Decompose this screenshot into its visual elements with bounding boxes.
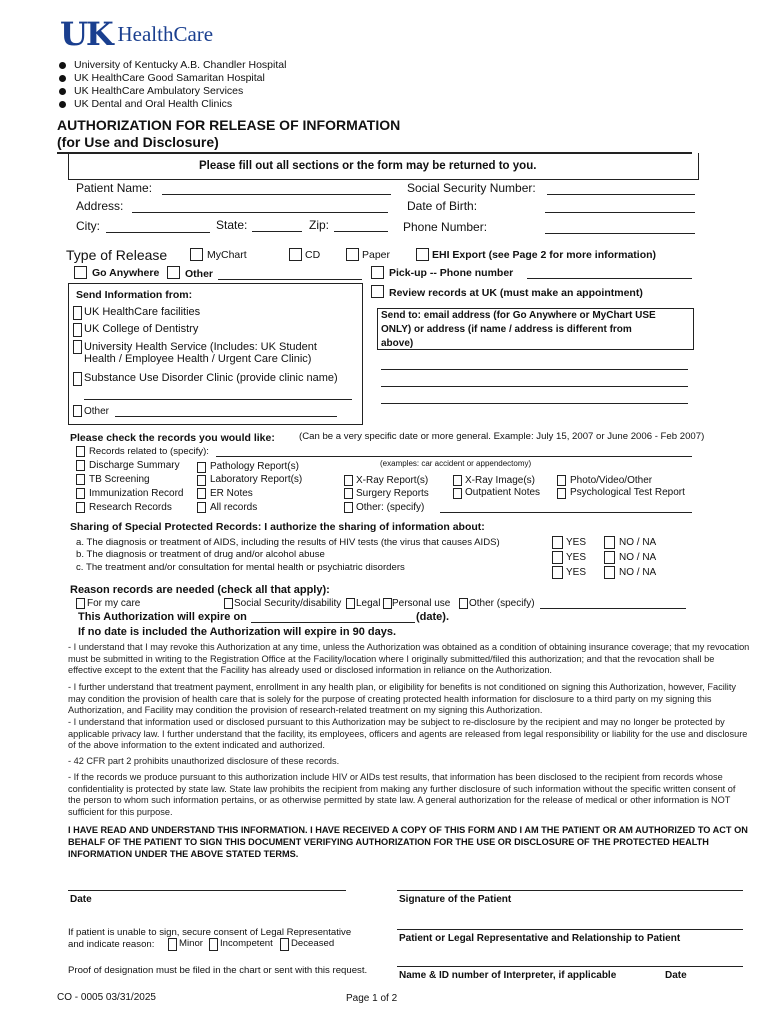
address-field[interactable] [132,212,388,213]
interpreter-label: Name & ID number of Interpreter, if applicable [399,970,617,981]
minor-checkbox[interactable] [168,938,177,951]
laboratory-label: Laboratory Report(s) [210,474,303,485]
state-label: State: [216,218,248,232]
patient-signature-line[interactable] [397,890,743,891]
sud-label: Substance Use Disorder Clinic (provide clinic name) [84,372,338,384]
patient-signature-label: Signature of the Patient [399,894,512,905]
phone-label: Phone Number: [403,220,488,234]
other-source-field[interactable] [115,416,337,417]
bullet-icon [59,62,66,69]
deceased-label: Deceased [291,938,335,949]
records-note: (Can be a very specific date or more general. Example: July 15, 2007 or June 2006 - Feb 2007) [299,431,705,442]
dentistry-checkbox[interactable] [73,323,82,337]
reason-title: Reason records are needed (check all that apply): [70,584,330,596]
dob-field[interactable] [545,212,695,213]
patient-name-label: Patient Name: [76,181,153,195]
sharing-c-no-label: NO / NA [619,567,657,578]
paragraph-revoke: - I understand that I may revoke this Authorization at any time, unless the Authorization was obtained as a condition of obtaining insurance coverage; that my revocation must be submitted in writing to the Registration Office at the Facility/location where I originally submitted/filed this authorization; and that the revocation shall be effective except to the extent that the Facility has already used or disclosed information in reliance on the Authorization. [68,642,750,676]
paragraph-treatment: - I further understand that treatment payment, enrollment in any health plan, or eligibility for benefits is not conditioned on signing this Authorization, however, Facility may condition the provision of health care that is solely for the purpose of creating protected health information for disclosure to a third party on my signing this Authorization, and Facility may condition the provision of research-related treatment on my signing this Authorization. [68,682,736,716]
page-number: Page 1 of 2 [346,993,398,1004]
go-anywhere-label: Go Anywhere [92,267,160,279]
sharing-b-yes-checkbox[interactable] [552,551,563,564]
sharing-b-yes-label: YES [566,552,587,563]
other-release-field[interactable] [218,279,362,280]
pickup-label: Pick-up -- Phone number [389,267,514,279]
deceased-checkbox[interactable] [280,938,289,951]
send-to-line1: Send to: email address (for Go Anywhere or MyChart USE [381,310,656,321]
for-care-checkbox[interactable] [76,598,85,609]
other-reason-field[interactable] [540,608,686,609]
discharge-checkbox[interactable] [76,460,85,471]
date-label: Date [70,894,92,905]
psych-label: Psychological Test Report [570,487,685,498]
social-security-label: Social Security/disability [234,598,342,609]
psych-checkbox[interactable] [557,488,566,499]
acknowledgement: I HAVE READ AND UNDERSTAND THIS INFORMATION. I HAVE RECEIVED A COPY OF THIS FORM AND I AM THE PATIENT OR AM AUTHORIZED TO ACT ON BEHALF OF THE PATIENT TO SIGN THIS DOCUMENT VERIFYING AUTHORIZATION FOR THE USE OR DISCLOSURE OF THE PROTECTED HEALTH INFORMATION UNDER THE ABOVE STATED TERMS. [68,825,748,859]
research-checkbox[interactable] [76,502,85,513]
zip-label: Zip: [309,218,330,232]
address-label: Address: [76,199,124,213]
rep-label: Patient or Legal Representative and Relationship to Patient [399,933,681,944]
go-anywhere-checkbox[interactable] [74,266,87,279]
other-records-checkbox[interactable] [344,502,353,513]
unable-note-1: If patient is unable to sign, secure consent of Legal Representative [68,927,352,938]
expire-suffix: (date). [416,611,449,623]
other-reason-label: Other (specify) [469,598,535,609]
sharing-a-no-label: NO / NA [619,537,657,548]
xray-image-checkbox[interactable] [453,475,462,486]
page-title: AUTHORIZATION FOR RELEASE OF INFORMATION [57,117,401,133]
ehi-checkbox[interactable] [416,248,429,261]
er-notes-label: ER Notes [210,488,253,499]
outpatient-checkbox[interactable] [453,488,462,499]
city-label: City: [76,219,100,233]
all-records-label: All records [210,502,258,513]
mychart-checkbox[interactable] [190,248,203,261]
paragraph-hiv: - If the records we produce pursuant to this authorization include HIV or AIDs test results, that information has been disclosed to the recipient from records whose confidentiality is protected by state law. State law prohibits the recipient from making any further disclosure of such information without the specific written consent of the person to whom such information pertains, or as otherwise permitted by state law. A general authorization for the release of medical or other information is NOT sufficient for this purpose. [68,772,736,817]
laboratory-checkbox[interactable] [197,475,206,486]
review-label: Review records at UK (must make an appointment) [389,287,643,299]
er-notes-checkbox[interactable] [197,488,206,499]
facility-item: UK HealthCare Good Samaritan Hospital [74,72,265,84]
patient-name-field[interactable] [162,194,391,195]
send-to-line3: above) [381,338,414,349]
send-to-field[interactable] [381,369,688,370]
records-related-checkbox[interactable] [76,446,85,457]
records-examples: (examples: car accident or appendectomy) [380,459,532,468]
personal-use-label: Personal use [392,598,451,609]
zip-field[interactable] [334,231,388,232]
incompetent-checkbox[interactable] [209,938,218,951]
bullet-icon [59,88,66,95]
other-records-label: Other: (specify) [356,502,425,513]
paragraph-cfr: - 42 CFR part 2 prohibits unauthorized disclosure of these records. [68,756,340,766]
ssn-label: Social Security Number: [407,181,536,195]
legal-label: Legal [356,598,381,609]
xray-image-label: X-Ray Image(s) [465,475,536,486]
social-security-checkbox[interactable] [224,598,233,609]
instruction-text: Please fill out all sections or the form may be returned to you. [199,160,537,172]
unable-note-2: and indicate reason: [68,939,155,950]
expire-date-field[interactable] [251,622,415,623]
xray-report-checkbox[interactable] [344,475,353,486]
other-release-label: Other [185,268,214,280]
proof-note: Proof of designation must be filed in the chart or sent with this request. [68,965,368,976]
photo-checkbox[interactable] [557,475,566,486]
sharing-b-no-checkbox[interactable] [604,551,615,564]
sharing-item-a: a. The diagnosis or treatment of AIDS, including the results of HIV tests (the virus that causes AIDS) [76,537,500,548]
city-field[interactable] [106,232,210,233]
send-to-line2: ONLY) or address (if name / address is different from [381,324,632,335]
outpatient-label: Outpatient Notes [465,487,541,498]
pickup-checkbox[interactable] [371,266,384,279]
expire-note: If no date is included the Authorization will expire in 90 days. [78,626,397,638]
uk-healthcare-checkbox[interactable] [73,306,82,320]
sharing-a-no-checkbox[interactable] [604,536,615,549]
form-code: CO - 0005 03/31/2025 [57,992,156,1003]
send-to-field[interactable] [381,403,688,404]
immunization-label: Immunization Record [89,488,184,499]
research-label: Research Records [89,502,172,513]
records-related-label: Records related to (specify): [89,446,209,457]
uhs-checkbox[interactable] [73,340,82,354]
tb-label: TB Screening [89,474,150,485]
other-source-checkbox[interactable] [73,405,82,417]
interpreter-line[interactable] [397,966,743,967]
ssn-field[interactable] [547,194,695,195]
other-reason-checkbox[interactable] [459,598,468,609]
sharing-item-c: c. The treatment and/or consultation for mental health or psychiatric disorders [76,562,405,573]
facility-item: UK HealthCare Ambulatory Services [74,85,244,97]
paper-checkbox[interactable] [346,248,359,261]
send-to-field[interactable] [381,386,688,387]
sud-checkbox[interactable] [73,372,82,386]
facility-item: University of Kentucky A.B. Chandler Hospital [74,59,287,71]
pathology-label: Pathology Report(s) [210,461,299,472]
bullet-icon [59,75,66,82]
incompetent-label: Incompetent [220,938,273,949]
immunization-checkbox[interactable] [76,488,85,499]
phone-field[interactable] [545,233,695,234]
tb-checkbox[interactable] [76,474,85,485]
interpreter-date-label: Date [665,970,687,981]
paper-label: Paper [362,249,391,261]
other-source-label: Other [84,406,110,417]
review-checkbox[interactable] [371,285,384,298]
records-title: Please check the records you would like: [70,432,275,444]
logo-brand: HealthCare [117,21,214,46]
uhs-label: University Health Service (Includes: UK Student [84,341,317,353]
surgery-checkbox[interactable] [344,488,353,499]
legal-checkbox[interactable] [346,598,355,609]
paragraph-redisclosure: - I understand that information used or disclosed pursuant to this Authorization may be subject to re-disclosure by the recipient and may no longer be protected by applicable privacy law. I further understand that the facility, its employees, officers and agents are released from legal responsibility or liability for the use and disclosure of the above information to the extent indicated and authorized. [68,717,748,751]
sharing-a-yes-label: YES [566,537,587,548]
dob-label: Date of Birth: [407,199,478,213]
uk-healthcare-label: UK HealthCare facilities [84,306,201,318]
pathology-checkbox[interactable] [197,462,206,473]
page-subtitle: (for Use and Disclosure) [57,134,219,150]
dentistry-label: UK College of Dentistry [84,323,199,335]
sharing-a-yes-checkbox[interactable] [552,536,563,549]
discharge-label: Discharge Summary [89,460,180,471]
date-signature-line[interactable] [68,890,346,891]
sharing-c-yes-label: YES [566,567,587,578]
state-field[interactable] [252,231,302,232]
ehi-label: EHI Export (see Page 2 for more information) [432,249,657,261]
for-care-label: For my care [87,598,141,609]
photo-label: Photo/Video/Other [570,475,653,486]
send-from-title: Send Information from: [76,289,193,301]
cd-label: CD [305,249,321,261]
logo [60,15,214,53]
sharing-b-no-label: NO / NA [619,552,657,563]
expire-prefix: This Authorization will expire on [78,611,247,623]
release-type-title: Type of Release [66,247,168,263]
sud-clinic-field[interactable] [84,399,352,400]
personal-use-checkbox[interactable] [383,598,392,609]
other-release-checkbox[interactable] [167,266,180,279]
xray-report-label: X-Ray Report(s) [356,475,429,486]
sharing-item-b: b. The diagnosis or treatment of drug and/or alcohol abuse [76,549,325,560]
mychart-label: MyChart [207,249,247,261]
facility-item: UK Dental and Oral Health Clinics [74,98,233,110]
sharing-c-no-checkbox[interactable] [604,566,615,579]
rep-signature-line[interactable] [397,929,743,930]
bullet-icon [59,101,66,108]
minor-label: Minor [179,938,203,949]
records-related-field[interactable] [216,456,692,457]
sharing-c-yes-checkbox[interactable] [552,566,563,579]
pickup-phone-field[interactable] [527,278,692,279]
all-records-checkbox[interactable] [197,502,206,513]
cd-checkbox[interactable] [289,248,302,261]
uhs-label-cont: Health / Employee Health / Urgent Care Clinic) [84,353,312,365]
sharing-title: Sharing of Special Protected Records: I authorize the sharing of information about: [70,521,485,533]
surgery-label: Surgery Reports [356,488,429,499]
logo-letters: UK [60,15,112,53]
other-records-field[interactable] [440,512,692,513]
